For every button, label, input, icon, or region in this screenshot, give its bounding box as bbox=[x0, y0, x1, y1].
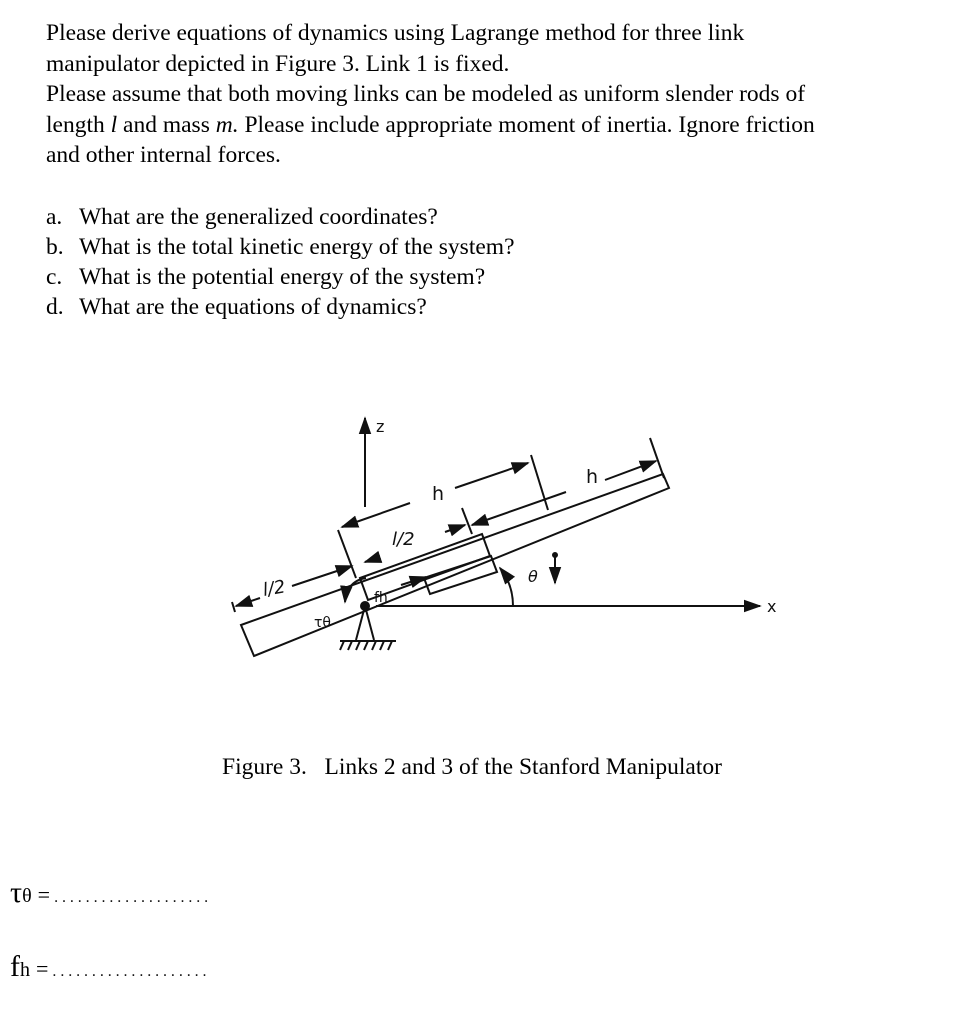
text-run: Please include appropriate moment of inertia. Ignore friction bbox=[238, 111, 815, 138]
tau-theta-label: τθ bbox=[314, 615, 331, 631]
intro-line-5: and other internal forces. bbox=[46, 142, 281, 168]
f-h-label: fh bbox=[374, 590, 388, 606]
intro-line-2: manipulator depicted in Figure 3. Link 1 is fixed. bbox=[46, 50, 510, 77]
intro-line-3: Please assume that both moving links can be modeled as uniform slender rods of bbox=[46, 81, 806, 107]
answer-blank[interactable]: .................... bbox=[52, 963, 211, 980]
question-label: d. bbox=[46, 294, 64, 320]
question-text: What are the equations of dynamics? bbox=[79, 294, 427, 320]
f-symbol: f bbox=[10, 950, 20, 983]
tau-symbol: τ bbox=[10, 876, 23, 909]
answer-f-h bbox=[10, 950, 210, 984]
question-text: What is the total kinetic energy of the system? bbox=[79, 234, 515, 260]
z-axis-label: z bbox=[376, 417, 385, 436]
figure-caption: Figure 3. Links 2 and 3 of the Stanford Manipulator bbox=[222, 754, 722, 780]
question-label: c. bbox=[46, 264, 63, 290]
h-left-label: h bbox=[432, 483, 445, 505]
question-label: a. bbox=[46, 204, 63, 230]
theta-label: θ bbox=[528, 567, 538, 586]
equals-sign: = bbox=[36, 956, 49, 981]
question-text: What are the generalized coordinates? bbox=[79, 204, 438, 230]
l-half-upper-label: l/2 bbox=[392, 529, 415, 550]
question-text: What is the potential energy of the system? bbox=[79, 264, 486, 290]
link-2-rod bbox=[241, 474, 669, 656]
length-symbol: l bbox=[110, 111, 118, 138]
mass-symbol: m. bbox=[215, 111, 239, 138]
answer-tau-theta bbox=[10, 876, 212, 910]
answer-blank[interactable]: .................... bbox=[54, 889, 213, 906]
text-run: length bbox=[46, 111, 111, 138]
f-subscript: h bbox=[20, 959, 30, 981]
h-right-label: h bbox=[586, 466, 599, 488]
tau-subscript: θ bbox=[22, 885, 32, 907]
x-axis-label: x bbox=[767, 597, 777, 616]
intro-line-1: Please derive equations of dynamics using Lagrange method for three link bbox=[46, 20, 745, 46]
equals-sign: = bbox=[37, 882, 51, 907]
l-half-lower-label: l/2 bbox=[261, 576, 288, 601]
question-label: b. bbox=[46, 234, 64, 260]
text-run: and mass bbox=[117, 111, 216, 138]
